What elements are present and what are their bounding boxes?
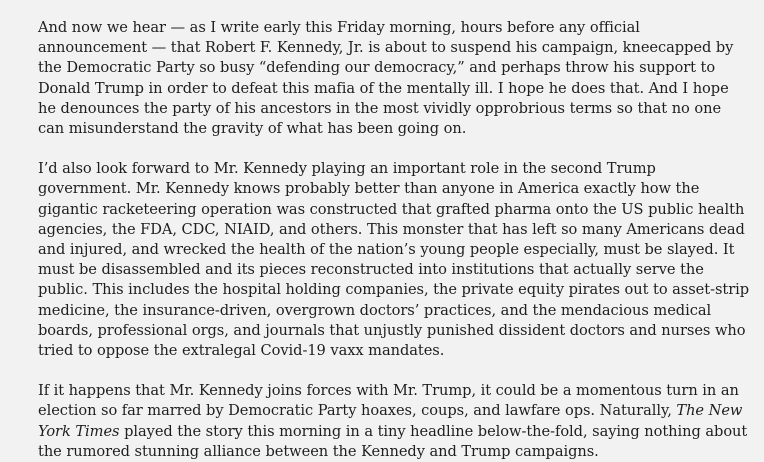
paragraph-text-before-italic: If it happens that Mr. Kennedy joins forces with Mr. Trump, it could be a momentous turn in an election so far marred by Democratic Party hoaxes, coups, and lawfare ops. Naturally, <box>38 382 739 420</box>
paragraph-momentous-turn <box>38 381 750 462</box>
paragraph-text-after-italic: played the story this morning in a tiny headline below-the-fold, saying nothing about the rumored stunning alliance between the Kennedy and Trump campaigns. <box>38 422 748 460</box>
paragraph-kennedy-role-in-government: I’d also look forward to Mr. Kennedy playing an important role in the second Trump government. Mr. Kennedy knows probably better than anyone in America exactly how the gigantic racketeering operation was constructed that grafted pharma onto the US public health agencies, the FDA, CDC, NIAID, and others. This monster that has left so many Americans dead and injured, and wrecked the health of the nation’s young people especially, must be slayed. It must be disassembled and its pieces reconstructed into institutions that actually serve the public. This includes the hospital holding companies, the private equity pirates out to asset-strip medicine, the insurance-driven, overgrown doctors’ practices, and the mendacious medical boards, professional orgs, and journals that unjustly punished dissident doctors and nurses who tried to oppose the extralegal Covid-19 vaxx mandates. <box>38 160 750 360</box>
publication-name-italic: The New York Times <box>38 402 743 440</box>
paragraph-rfk-suspend-campaign: And now we hear — as I write early this Friday morning, hours before any official announcement — that Robert F. Kennedy, Jr. is about to suspend his campaign, kneecapped by the Democratic Party so busy “defending our democracy,” and perhaps throw his support to Donald Trump in order to defeat this mafia of the mentally ill. I hope he does that. And I hope he denounces the party of his ancestors in the most vividly opprobrious terms so that no one can misunderstand the gravity of what has been going on. <box>38 19 734 138</box>
